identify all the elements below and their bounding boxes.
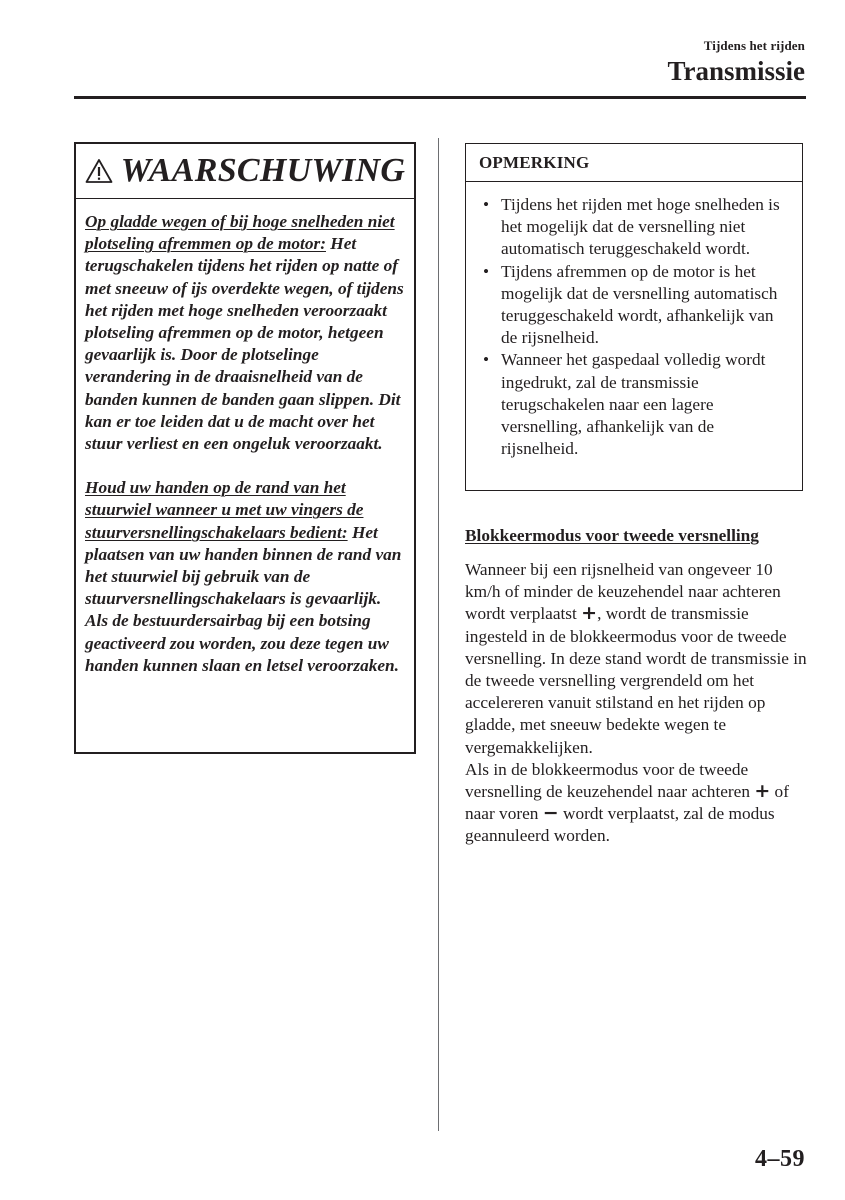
bullet: • — [483, 261, 490, 281]
body-text-part: of naar voren — [465, 782, 789, 824]
body-paragraph — [465, 759, 810, 848]
note-item — [480, 349, 794, 460]
warning-text: Het terugschakelen tijdens het rijden op natte of met sneeuw of ijs overdekte wegen, of tijdens het rijden met hoge snelheden veroorzaakt plotseling afremmen op de motor, hetgeen gevaarlijk is. Door de plotselinge verandering in de draaisnelheid van de banden kunnen de banden gaan slippen. Dit kan er toe leiden dat u de macht over het stuur verliest en een ongeluk veroorzaakt. — [85, 234, 404, 454]
plus-symbol: + — [754, 780, 771, 803]
body-text-part: , wordt de transmissie ingesteld in de blokkeermodus voor de tweede versnelling. In deze stand wordt de transmissie in de tweede versnelling vergrendeld om het accelereren vanuit stilstand en het rijden op gladde, met sneeuw bedekte wegen te vergemakkelijken. — [465, 604, 807, 757]
body-text-part: Als in de blokkeermodus voor de tweede versnelling de keuzehendel naar achteren — [465, 759, 755, 802]
note-header: OPMERKING — [466, 144, 802, 182]
warning-paragraph — [85, 211, 406, 455]
note-item — [480, 194, 794, 261]
warning-triangle-icon — [85, 158, 113, 184]
section-heading: Blokkeermodus voor tweede versnelling — [465, 526, 759, 545]
warning-text: Het plaatsen van uw handen binnen de rand van het stuurwiel bij gebruik van de stuurversnellingschakelaars is gevaarlijk. Als de bestuurdersairbag bij een botsing geactiveerd zou worden, zou deze tegen uw handen kunnen slaan en letsel veroorzaken. — [85, 522, 402, 675]
warning-heading: Houd uw handen op de rand van het stuurwiel wanneer u met uw vingers de stuurversnellingschakelaars bedient: — [85, 478, 364, 542]
bullet: • — [483, 350, 490, 370]
section-body — [465, 559, 810, 848]
plus-symbol: + — [581, 602, 598, 625]
note-list — [466, 182, 802, 460]
body-paragraph — [465, 559, 810, 759]
section-label: Tijdens het rijden — [703, 38, 805, 53]
warning-header — [76, 144, 414, 199]
page-title: Transmissie — [667, 56, 805, 86]
page-number: 4–59 — [755, 1146, 805, 1172]
note-item — [480, 261, 794, 350]
note-text: Wanneer het gaspedaal volledig wordt ingedrukt, zal de transmissie terugschakelen naar een lagere versnelling, afhankelijk van de rijsnelheid. — [501, 350, 766, 459]
minus-symbol: − — [542, 802, 559, 825]
warning-body — [76, 199, 414, 677]
warning-box — [74, 142, 416, 754]
note-text: Tijdens afremmen op de motor is het mogelijk dat de versnelling automatisch teruggeschakeld wordt, afhankelijk van de rijsnelheid. — [501, 261, 778, 348]
column-divider — [438, 138, 439, 1131]
bullet: • — [483, 195, 490, 214]
body-text-part: Wanneer bij een rijsnelheid van ongeveer 10 km/h of minder de keuzehendel naar achteren wordt verplaatst — [465, 560, 781, 624]
warning-title: WAARSCHUWING — [120, 152, 406, 189]
note-text: Tijdens het rijden met hoge snelheden is het mogelijk dat de versnelling niet automatisch teruggeschakeld wordt. — [501, 195, 780, 259]
warning-paragraph — [85, 477, 406, 677]
body-text-part: wordt verplaatst, zal de modus geannuleerd worden. — [465, 804, 775, 846]
note-box — [465, 143, 803, 491]
header-rule — [74, 96, 806, 99]
warning-heading: Op gladde wegen of bij hoge snelheden niet plotseling afremmen op de motor: — [85, 212, 395, 254]
